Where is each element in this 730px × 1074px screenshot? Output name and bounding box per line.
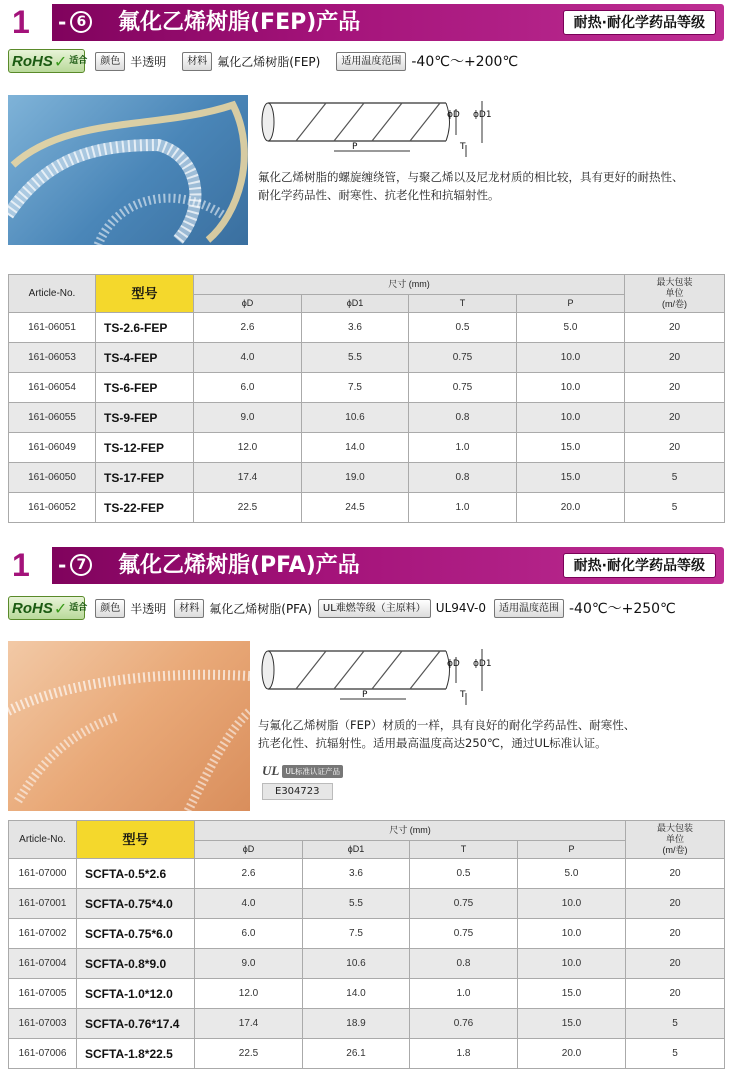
cell-pack: 20 <box>626 859 725 889</box>
ul-certification-mark <box>262 763 343 779</box>
cell-t: 0.5 <box>409 313 517 343</box>
grade-badge: 耐热·耐化学药品等级 <box>563 10 716 35</box>
table-row <box>9 343 725 373</box>
dimension-diagram <box>256 643 526 713</box>
cell-t: 0.5 <box>410 859 518 889</box>
cell-t: 0.75 <box>410 919 518 949</box>
header-d: ϕD <box>195 841 303 859</box>
rohs-badge <box>8 596 88 620</box>
cell-p: 5.0 <box>518 859 626 889</box>
rohs-text: RoHS <box>12 599 53 617</box>
cell-d1: 14.0 <box>302 433 409 463</box>
cell-t: 0.8 <box>409 463 517 493</box>
table-row <box>9 1009 725 1039</box>
page-title: 氟化乙烯树脂(FEP)产品 <box>118 10 361 35</box>
cell-model: SCFTA-0.75*6.0 <box>77 919 195 949</box>
header-t: T <box>409 295 517 313</box>
cell-pack: 20 <box>626 949 725 979</box>
cell-p: 10.0 <box>518 889 626 919</box>
cell-article: 161-06049 <box>9 433 96 463</box>
cell-t: 0.8 <box>409 403 517 433</box>
cell-article: 161-07004 <box>9 949 77 979</box>
grade-badge: 耐热·耐化学药品等级 <box>563 553 716 578</box>
subsection-number: 7 <box>70 554 92 576</box>
cell-pack: 20 <box>625 433 725 463</box>
product-photo <box>8 95 248 245</box>
cell-d1: 10.6 <box>303 949 410 979</box>
cell-model: SCFTA-0.75*4.0 <box>77 889 195 919</box>
material-value: 氟化乙烯树脂(FEP) <box>217 54 321 69</box>
pfa-section <box>0 543 730 1074</box>
pack-line: (m/卷) <box>662 299 687 309</box>
ul-tag: UL标准认证产品 <box>282 765 343 778</box>
cell-model: TS-4-FEP <box>96 343 194 373</box>
cell-d1: 24.5 <box>302 493 409 523</box>
cell-pack: 5 <box>626 1039 725 1069</box>
cell-article: 161-06053 <box>9 343 96 373</box>
pack-line: 单位 <box>665 288 684 298</box>
table-row <box>9 463 725 493</box>
section-number: 1 <box>6 4 52 41</box>
cell-pack: 20 <box>625 373 725 403</box>
cell-d: 9.0 <box>194 403 302 433</box>
desc-line: 抗老化性、抗辐射性。适用最高温度高达250℃，通过UL标准认证。 <box>258 736 607 750</box>
color-tag: 颜色 <box>95 599 125 618</box>
color-value: 半透明 <box>130 54 167 69</box>
cell-t: 1.0 <box>410 979 518 1009</box>
subsection-marker: - 7 <box>58 547 96 584</box>
ul-logo-icon: UL <box>262 763 280 778</box>
cell-d1: 3.6 <box>303 859 410 889</box>
product-description <box>258 716 723 752</box>
cell-pack: 20 <box>626 979 725 1009</box>
table-row <box>9 313 725 343</box>
cell-model: SCFTA-0.8*9.0 <box>77 949 195 979</box>
cell-model: TS-12-FEP <box>96 433 194 463</box>
header-model: 型号 <box>77 821 195 859</box>
cell-p: 10.0 <box>517 343 625 373</box>
check-icon: ✓ <box>53 51 68 71</box>
spec-table <box>8 274 725 523</box>
material-tag: 材料 <box>182 52 212 71</box>
cell-article: 161-07005 <box>9 979 77 1009</box>
cell-article: 161-06054 <box>9 373 96 403</box>
cell-article: 161-07001 <box>9 889 77 919</box>
pack-line: (m/卷) <box>662 845 688 855</box>
cell-d1: 3.6 <box>302 313 409 343</box>
cell-model: TS-6-FEP <box>96 373 194 403</box>
temperature-tag: 适用温度范围 <box>494 599 564 618</box>
header-pack <box>626 821 725 859</box>
dim-t-label: T <box>460 690 466 700</box>
pack-line: 最大包装 <box>656 277 693 287</box>
header-d1: ϕD1 <box>302 295 409 313</box>
cell-t: 1.8 <box>410 1039 518 1069</box>
dim-d-label: ϕD <box>447 110 460 120</box>
cell-d: 2.6 <box>194 313 302 343</box>
desc-line: 与氟化乙烯树脂（FEP）材质的一样，具有良好的耐化学药品性、耐寒性、 <box>258 718 636 732</box>
cell-t: 1.0 <box>409 433 517 463</box>
product-photo <box>8 641 250 811</box>
table-row <box>9 949 725 979</box>
table-row <box>9 919 725 949</box>
pfa-title-bar <box>6 547 724 584</box>
header-article: Article-No. <box>9 275 96 313</box>
spiral-tube-image <box>8 641 250 811</box>
header-p: P <box>518 841 626 859</box>
cell-d1: 5.5 <box>302 343 409 373</box>
subsection-number: 6 <box>70 11 92 33</box>
cell-article: 161-07003 <box>9 1009 77 1039</box>
cell-d1: 5.5 <box>303 889 410 919</box>
cell-article: 161-06052 <box>9 493 96 523</box>
color-tag: 颜色 <box>95 52 125 71</box>
ul-grade-value: UL94V-0 <box>435 601 486 615</box>
cell-pack: 20 <box>625 403 725 433</box>
header-size: 尺寸 (mm) <box>195 821 626 841</box>
product-description <box>258 168 723 204</box>
rohs-badge <box>8 49 88 73</box>
cell-model: TS-17-FEP <box>96 463 194 493</box>
header-article: Article-No. <box>9 821 77 859</box>
dim-d-label: ϕD <box>447 659 460 669</box>
dimension-diagram <box>256 95 526 165</box>
cell-d1: 10.6 <box>302 403 409 433</box>
cell-p: 10.0 <box>518 949 626 979</box>
cell-model: TS-22-FEP <box>96 493 194 523</box>
dim-d1-label: ϕD1 <box>473 110 492 120</box>
header-d: ϕD <box>194 295 302 313</box>
subsection-marker: - 6 <box>58 4 96 41</box>
cell-d: 4.0 <box>194 343 302 373</box>
cell-d: 17.4 <box>194 463 302 493</box>
header-d1: ϕD1 <box>303 841 410 859</box>
cell-pack: 5 <box>625 463 725 493</box>
cell-model: TS-2.6-FEP <box>96 313 194 343</box>
fep-title-bar <box>6 4 724 41</box>
cell-pack: 20 <box>626 889 725 919</box>
section-number: 1 <box>6 547 52 584</box>
cell-model: SCFTA-0.76*17.4 <box>77 1009 195 1039</box>
check-icon: ✓ <box>53 598 68 618</box>
cell-d: 4.0 <box>195 889 303 919</box>
cell-d: 22.5 <box>194 493 302 523</box>
material-value: 氟化乙烯树脂(PFA) <box>209 601 312 616</box>
fep-section <box>0 0 730 530</box>
pack-line: 最大包装 <box>656 823 693 833</box>
cell-t: 0.76 <box>410 1009 518 1039</box>
cell-p: 5.0 <box>517 313 625 343</box>
cell-pack: 20 <box>625 343 725 373</box>
cell-p: 15.0 <box>517 433 625 463</box>
dim-d1-label: ϕD1 <box>473 659 492 669</box>
cell-p: 15.0 <box>517 463 625 493</box>
dim-p-label: P <box>362 690 368 700</box>
cell-p: 15.0 <box>518 979 626 1009</box>
cell-d1: 7.5 <box>302 373 409 403</box>
cell-article: 161-07006 <box>9 1039 77 1069</box>
cell-p: 10.0 <box>518 919 626 949</box>
rohs-label: 适合 <box>69 603 88 613</box>
cell-p: 10.0 <box>517 403 625 433</box>
cell-model: SCFTA-1.8*22.5 <box>77 1039 195 1069</box>
cell-pack: 20 <box>625 313 725 343</box>
cell-t: 0.75 <box>410 889 518 919</box>
cell-d: 12.0 <box>194 433 302 463</box>
pfa-info-row <box>8 595 676 621</box>
table-row <box>9 859 725 889</box>
temperature-tag: 适用温度范围 <box>336 52 406 71</box>
cell-article: 161-06055 <box>9 403 96 433</box>
material-tag: 材料 <box>174 599 204 618</box>
cell-d1: 14.0 <box>303 979 410 1009</box>
cell-pack: 5 <box>625 493 725 523</box>
header-p: P <box>517 295 625 313</box>
ul-file-number: E304723 <box>262 783 333 800</box>
table-row <box>9 889 725 919</box>
cell-model: SCFTA-1.0*12.0 <box>77 979 195 1009</box>
cell-d1: 19.0 <box>302 463 409 493</box>
ul-grade-tag: UL难燃等级（主原料） <box>318 599 431 618</box>
spec-table <box>8 820 725 1069</box>
cell-t: 0.8 <box>410 949 518 979</box>
cell-d: 9.0 <box>195 949 303 979</box>
desc-line: 耐化学药品性、耐寒性、抗老化性和抗辐射性。 <box>258 188 500 202</box>
header-model: 型号 <box>96 275 194 313</box>
cell-pack: 20 <box>626 919 725 949</box>
cell-model: TS-9-FEP <box>96 403 194 433</box>
fep-info-row <box>8 48 534 74</box>
pack-line: 单位 <box>665 834 684 844</box>
cell-p: 10.0 <box>517 373 625 403</box>
cell-d: 22.5 <box>195 1039 303 1069</box>
dim-p-label: P <box>352 142 358 152</box>
cell-model: SCFTA-0.5*2.6 <box>77 859 195 889</box>
table-row <box>9 979 725 1009</box>
cell-d: 2.6 <box>195 859 303 889</box>
table-row <box>9 403 725 433</box>
cell-d: 17.4 <box>195 1009 303 1039</box>
cell-pack: 5 <box>626 1009 725 1039</box>
cell-article: 161-07000 <box>9 859 77 889</box>
cell-article: 161-06050 <box>9 463 96 493</box>
cell-p: 15.0 <box>518 1009 626 1039</box>
dim-t-label: T <box>460 142 466 152</box>
temperature-value: -40℃～+200℃ <box>411 54 519 70</box>
cell-d: 6.0 <box>195 919 303 949</box>
cell-d: 6.0 <box>194 373 302 403</box>
cell-t: 1.0 <box>409 493 517 523</box>
cell-d1: 7.5 <box>303 919 410 949</box>
cell-article: 161-07002 <box>9 919 77 949</box>
color-value: 半透明 <box>130 601 167 616</box>
cell-t: 0.75 <box>409 343 517 373</box>
cell-d: 12.0 <box>195 979 303 1009</box>
cell-t: 0.75 <box>409 373 517 403</box>
cell-d1: 18.9 <box>303 1009 410 1039</box>
cell-p: 20.0 <box>517 493 625 523</box>
table-row <box>9 493 725 523</box>
cell-d1: 26.1 <box>303 1039 410 1069</box>
header-pack <box>625 275 725 313</box>
temperature-value: -40℃～+250℃ <box>569 601 676 617</box>
header-size: 尺寸 (mm) <box>194 275 625 295</box>
page-title: 氟化乙烯树脂(PFA)产品 <box>118 553 360 578</box>
desc-line: 氟化乙烯树脂的螺旋缠绕管，与聚乙烯以及尼龙材质的相比较，具有更好的耐热性、 <box>258 170 684 184</box>
table-row <box>9 1039 725 1069</box>
rohs-label: 适合 <box>69 56 88 66</box>
rohs-text: RoHS <box>12 52 53 70</box>
cell-p: 20.0 <box>518 1039 626 1069</box>
table-row <box>9 373 725 403</box>
cell-article: 161-06051 <box>9 313 96 343</box>
spiral-tube-image <box>8 95 248 245</box>
header-t: T <box>410 841 518 859</box>
table-row <box>9 433 725 463</box>
